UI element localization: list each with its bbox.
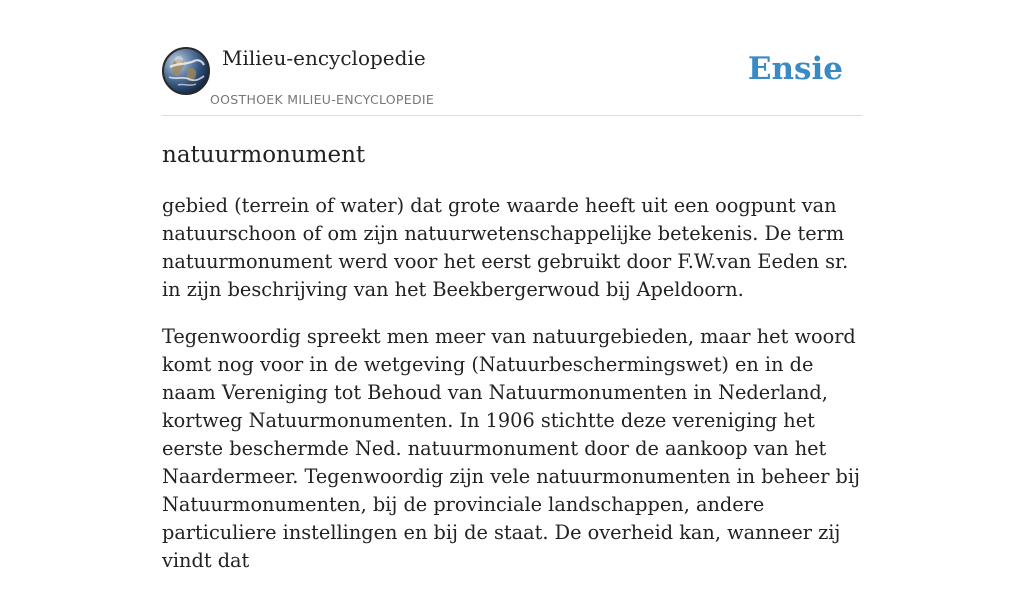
site-header: [162, 0, 862, 116]
brand-logo[interactable]: Ensie: [747, 51, 843, 87]
entry-title: natuurmonument: [162, 142, 366, 168]
entry-body: [162, 192, 862, 594]
site-title[interactable]: Milieu-encyclopedie: [222, 46, 426, 70]
entry-paragraph: gebied (terrein of water) dat grote waarde heeft uit een oogpunt van natuurschoon of om zijn natuurwetenschappelijke betekenis. De term natuurmonument werd voor het eerst gebruikt door F.W.van Eeden sr. in zijn beschrijving van het Beekbergerwoud bij Apeldoorn.: [162, 194, 849, 301]
site-subtitle[interactable]: OOSTHOEK MILIEU-ENCYCLOPEDIE: [210, 92, 435, 107]
entry-paragraph: Tegenwoordig spreekt men meer van natuurgebieden, maar het woord komt nog voor in de wetgeving (Natuurbeschermingswet) en in de naam Vereniging tot Behoud van Natuurmonumenten in Nederland, kortweg Natuurmonumenten. In 1906 stichtte deze vereniging het eerste beschermde Ned. natuurmonument door de aankoop van het Naardermeer. Tegenwoordig zijn vele natuurmonumenten in beheer bij Natuurmonumenten, bij de provinciale landschappen, andere particuliere instellingen en bij de staat. De overheid kan, wanneer zij vindt dat: [162, 325, 861, 572]
page: [162, 0, 862, 572]
earth-globe-icon[interactable]: [162, 47, 210, 95]
